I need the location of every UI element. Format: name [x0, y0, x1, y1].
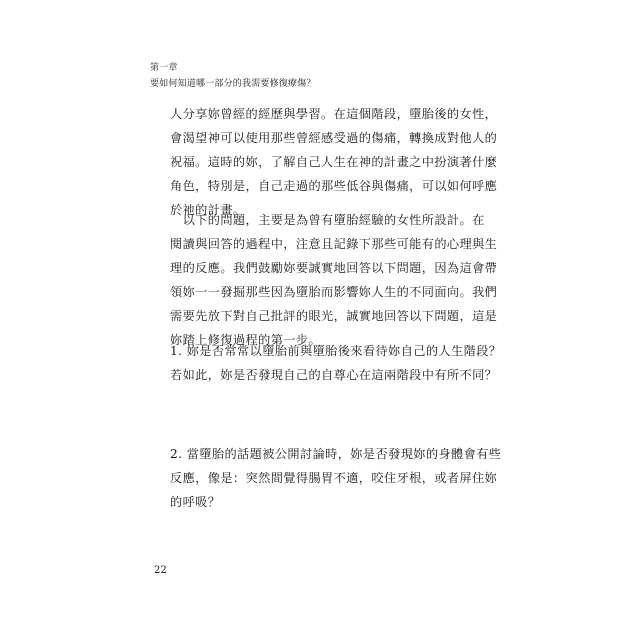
section-subtitle: 要如何知道哪一部分的我需要修復療傷？	[150, 79, 316, 89]
question-line: 反應，像是：突然間覺得腸胃不適，咬住牙根，或者屏住妳	[170, 471, 498, 485]
page-number: 22	[154, 565, 167, 576]
question-line: 1. 妳是否常常以墮胎前與墮胎後來看待妳自己的人生階段？	[170, 344, 502, 358]
paragraph-line: 需要先放下對自己批評的眼光，誠實地回答以下問題，這是	[170, 309, 498, 323]
paragraph-line: 以下的問題，主要是為曾有墮胎經驗的女性所設計。在	[170, 213, 485, 227]
paragraph-line: 人分享妳曾經的經歷與學習。在這個階段，墮胎後的女性，	[170, 107, 498, 121]
paragraph-line: 祝福。這時的妳，了解自己人生在神的計畫之中扮演著什麼	[170, 155, 498, 169]
paragraph-line: 閱讀與回答的過程中，注意且記錄下那些可能有的心理與生	[170, 237, 498, 251]
question-line: 的呼吸？	[170, 495, 221, 509]
question-line: 2. 當墮胎的話題被公開討論時，妳是否發現妳的身體會有些	[170, 447, 502, 461]
paragraph-line: 會渴望神可以使用那些曾經感受過的傷痛，轉換成對他人的	[170, 131, 498, 145]
chapter-heading: 第一章	[150, 63, 178, 73]
paragraph-line: 於祂的計畫。	[170, 203, 246, 217]
paragraph-line: 妳踏上修復過程的第一步。	[170, 333, 322, 347]
paragraph-line: 角色，特別是，自己走過的那些低谷與傷痛，可以如何呼應	[170, 179, 498, 193]
question-line: 若如此，妳是否發現自己的自尊心在這兩階段中有所不同？	[170, 368, 498, 382]
paragraph-line: 領妳一一發掘那些因為墮胎而影響妳人生的不同面向。我們	[170, 285, 498, 299]
paragraph-line: 理的反應。我們鼓勵妳要誠實地回答以下問題，因為這會帶	[170, 261, 498, 275]
